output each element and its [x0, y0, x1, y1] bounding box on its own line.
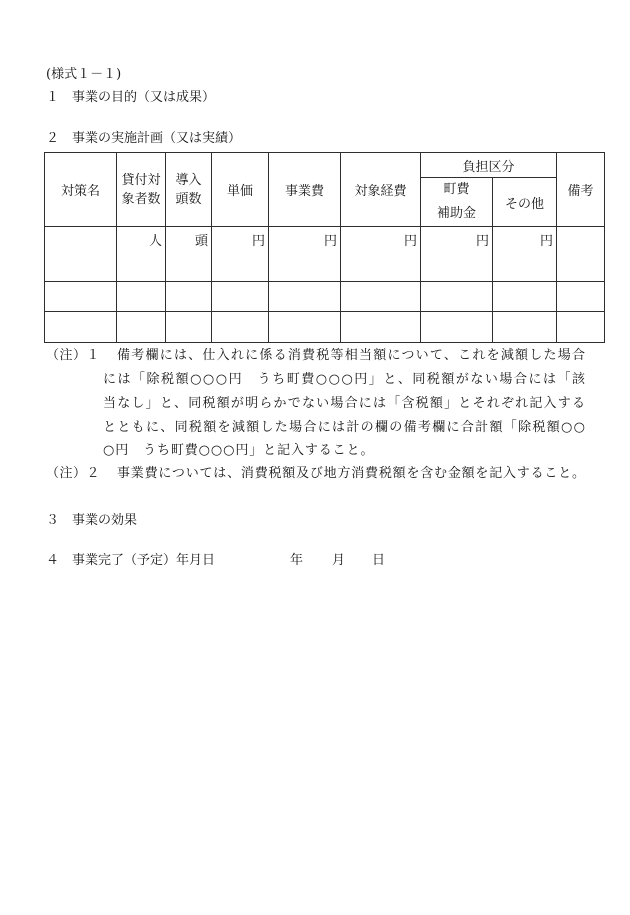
- note-2-line-1: 事業費については、消費税額及び地方消費税額を含む金額を記入すること。: [117, 466, 585, 481]
- table-cell: [117, 312, 166, 343]
- table-cell: [45, 282, 117, 312]
- table-cell: [212, 312, 269, 343]
- note-1-line-5: ○円 うち町費○○○円」と記入すること。: [103, 443, 375, 458]
- cell-introduced-heads-unit: 頭: [166, 227, 212, 282]
- header-town-subsidy-line-1: 町費: [443, 182, 470, 197]
- table-cell: [493, 312, 557, 343]
- header-loan-recipients: [117, 153, 166, 227]
- form-number: (様式１－１): [46, 67, 122, 82]
- cell-unit-price-unit: 円: [212, 227, 269, 282]
- cell-project-cost-unit: 円: [269, 227, 341, 282]
- header-other: その他: [493, 178, 557, 227]
- header-introduced-heads-line-2: 頭数: [175, 191, 202, 207]
- header-burden-category: 負担区分: [421, 153, 557, 178]
- table-cell: [421, 312, 493, 343]
- section-completion-heading: ４ 事業完了（予定）年月日: [46, 553, 216, 568]
- table-row: [45, 282, 605, 312]
- note-1-line-2: には「除税額○○○円 うち町費○○○円」と、同税額がない場合には「該: [103, 372, 585, 387]
- cell-measure-name: [45, 227, 117, 282]
- note-1-line-4: とともに、同税額を減額した場合には計の欄の備考欄に合計額「除税額○○: [103, 420, 585, 435]
- header-introduced-heads-line-1: 導入: [175, 172, 202, 188]
- header-measure-name: 対策名: [45, 153, 117, 227]
- note-1-line-1: 備考欄には、仕入れに係る消費税等相当額について、これを減額した場合: [117, 348, 585, 363]
- note-2-label: （注）２: [46, 466, 101, 481]
- table-cell: [166, 282, 212, 312]
- implementation-plan-table: [44, 152, 605, 343]
- header-introduced-heads: [166, 153, 212, 227]
- table-cell: [166, 312, 212, 343]
- cell-other-unit: 円: [493, 227, 557, 282]
- table-cell: [117, 282, 166, 312]
- cell-eligible-cost-unit: 円: [341, 227, 421, 282]
- table-row: [45, 312, 605, 343]
- header-unit-price: 単価: [212, 153, 269, 227]
- note-1-line-3: 当なし」と、同税額が明らかでない場合には「含税額」とそれぞれ記入する: [103, 396, 585, 411]
- table-cell: [421, 282, 493, 312]
- table-cell: [269, 312, 341, 343]
- completion-date-year-label: 年: [290, 553, 304, 568]
- section-plan-heading: ２ 事業の実施計画（又は実績）: [46, 131, 242, 146]
- table-header-row: [45, 153, 605, 178]
- table-cell: [557, 282, 605, 312]
- header-eligible-cost: 対象経費: [341, 153, 421, 227]
- note-1-label: （注）１: [46, 348, 101, 363]
- header-town-subsidy-line-2: 補助金: [436, 206, 476, 221]
- header-town-subsidy: [421, 178, 493, 227]
- table-cell: [341, 282, 421, 312]
- cell-remarks: [557, 227, 605, 282]
- header-remarks: 備考: [557, 153, 605, 227]
- header-loan-recipients-line-1: 貸付対: [121, 172, 161, 188]
- table-cell: [557, 312, 605, 343]
- table-row: [45, 227, 605, 282]
- table-cell: [212, 282, 269, 312]
- table-cell: [269, 282, 341, 312]
- table-cell: [493, 282, 557, 312]
- cell-town-subsidy-unit: 円: [421, 227, 493, 282]
- header-project-cost: 事業費: [269, 153, 341, 227]
- completion-date-month-label: 月: [332, 553, 346, 568]
- cell-loan-recipients-unit: 人: [117, 227, 166, 282]
- section-effect-heading: ３ 事業の効果: [46, 513, 138, 528]
- header-loan-recipients-line-2: 象者数: [121, 191, 161, 207]
- completion-date-day-label: 日: [372, 553, 386, 568]
- table-cell: [45, 312, 117, 343]
- section-purpose-heading: １ 事業の目的（又は成果）: [46, 90, 216, 105]
- table-cell: [341, 312, 421, 343]
